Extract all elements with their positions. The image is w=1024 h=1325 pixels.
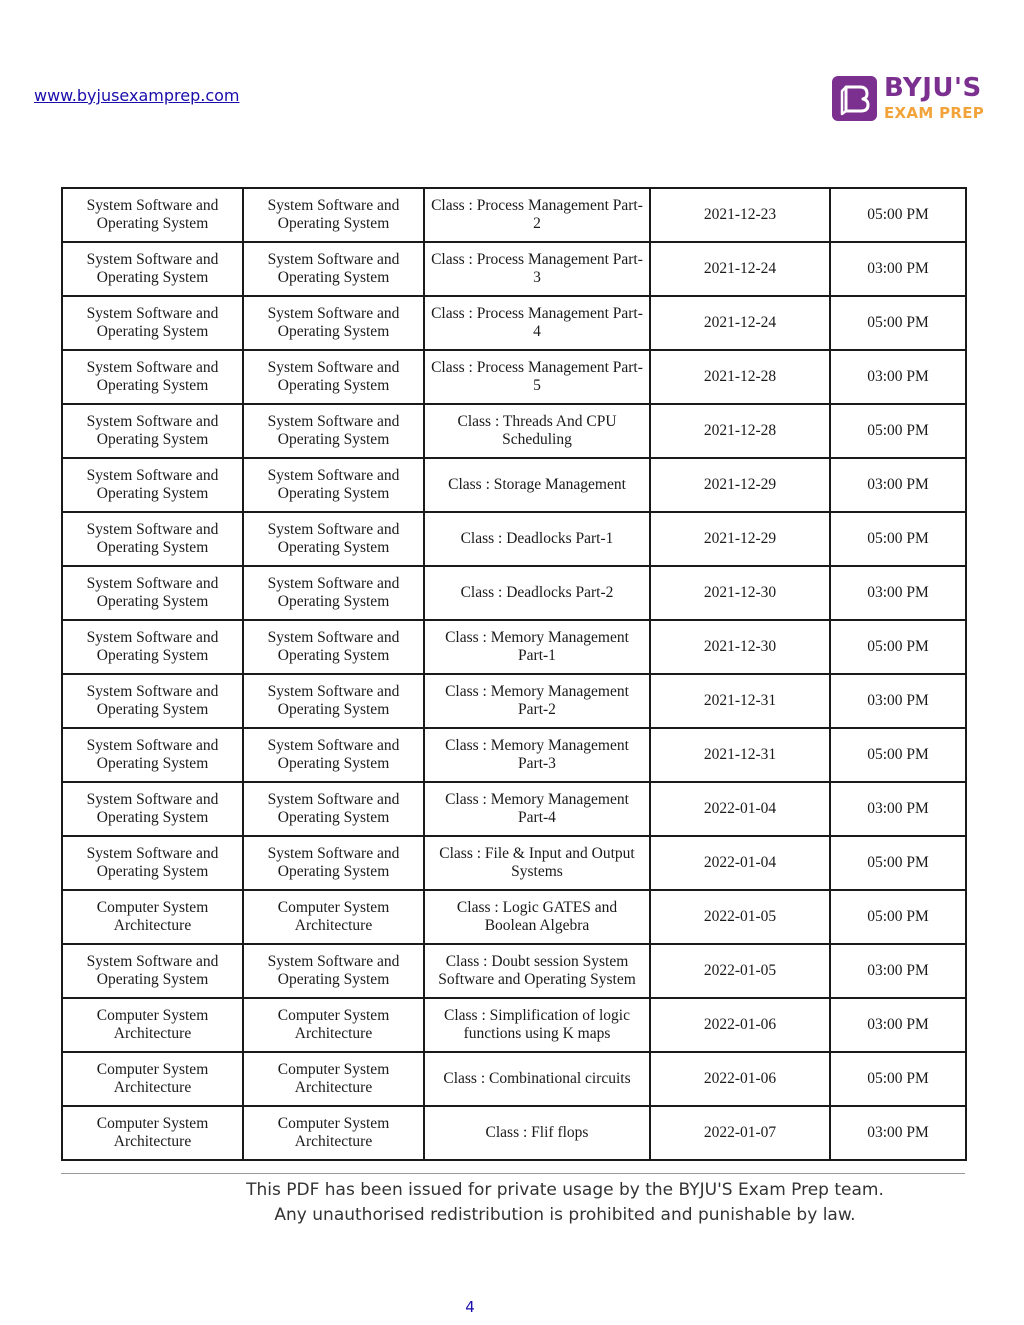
time-cell: 05:00 PM [830,1052,966,1106]
date-cell: 2022-01-06 [650,1052,830,1106]
class-title-cell: Class : Deadlocks Part-2 [424,566,650,620]
subject-cell: System Software and Operating System [62,404,243,458]
time-cell: 05:00 PM [830,296,966,350]
topic-cell: System Software and Operating System [243,944,424,998]
table-row [62,890,966,944]
table-row [62,836,966,890]
subject-cell: System Software and Operating System [62,782,243,836]
topic-cell: System Software and Operating System [243,566,424,620]
class-title-cell: Class : Logic GATES and Boolean Algebra [424,890,650,944]
class-title-cell: Class : Combinational circuits [424,1052,650,1106]
subject-cell: Computer System Architecture [62,1106,243,1160]
class-title-cell: Class : Memory Management Part-1 [424,620,650,674]
time-cell: 05:00 PM [830,890,966,944]
footer-notice-line-1: This PDF has been issued for private usage by the BYJU'S Exam Prep team. [246,1180,884,1200]
subject-cell: Computer System Architecture [62,1052,243,1106]
date-cell: 2021-12-29 [650,512,830,566]
topic-cell: System Software and Operating System [243,188,424,242]
table-row [62,1052,966,1106]
date-cell: 2021-12-30 [650,620,830,674]
date-cell: 2022-01-05 [650,890,830,944]
subject-cell: System Software and Operating System [62,188,243,242]
table-row [62,458,966,512]
time-cell: 05:00 PM [830,620,966,674]
topic-cell: System Software and Operating System [243,674,424,728]
class-title-cell: Class : Flif flops [424,1106,650,1160]
site-link[interactable]: www.byjusexamprep.com [34,86,240,105]
subject-cell: System Software and Operating System [62,566,243,620]
subject-cell: System Software and Operating System [62,674,243,728]
topic-cell: Computer System Architecture [243,998,424,1052]
class-title-cell: Class : Memory Management Part-4 [424,782,650,836]
date-cell: 2021-12-24 [650,242,830,296]
subject-cell: System Software and Operating System [62,242,243,296]
class-title-cell: Class : Process Management Part- 4 [424,296,650,350]
topic-cell: System Software and Operating System [243,728,424,782]
time-cell: 03:00 PM [830,1106,966,1160]
table-row [62,188,966,242]
subject-cell: System Software and Operating System [62,512,243,566]
time-cell: 05:00 PM [830,836,966,890]
class-title-cell: Class : Process Management Part-3 [424,242,650,296]
table-row [62,620,966,674]
time-cell: 03:00 PM [830,458,966,512]
subject-cell: System Software and Operating System [62,836,243,890]
byjus-exam-prep-logo [832,73,992,124]
topic-cell: System Software and Operating System [243,350,424,404]
time-cell: 05:00 PM [830,728,966,782]
class-title-cell: Class : File & Input and Output Systems [424,836,650,890]
class-title-cell: Class : Process Management Part- 5 [424,350,650,404]
time-cell: 03:00 PM [830,350,966,404]
time-cell: 05:00 PM [830,404,966,458]
page-number: 4 [465,1298,475,1316]
table-row [62,674,966,728]
table-row [62,944,966,998]
table-row [62,566,966,620]
topic-cell: System Software and Operating System [243,458,424,512]
date-cell: 2021-12-31 [650,674,830,728]
subject-cell: System Software and Operating System [62,296,243,350]
footer-divider [61,1173,965,1174]
date-cell: 2022-01-04 [650,782,830,836]
topic-cell: System Software and Operating System [243,620,424,674]
class-title-cell: Class : Process Management Part-2 [424,188,650,242]
topic-cell: System Software and Operating System [243,836,424,890]
table-row [62,404,966,458]
subject-cell: Computer System Architecture [62,890,243,944]
logo-text-exam-prep: EXAM PREP [884,104,985,122]
byjus-b-icon [832,76,877,121]
table-row [62,242,966,296]
table-row [62,296,966,350]
date-cell: 2021-12-28 [650,404,830,458]
topic-cell: System Software and Operating System [243,782,424,836]
time-cell: 03:00 PM [830,944,966,998]
topic-cell: System Software and Operating System [243,404,424,458]
topic-cell: Computer System Architecture [243,890,424,944]
subject-cell: System Software and Operating System [62,944,243,998]
topic-cell: System Software and Operating System [243,512,424,566]
date-cell: 2021-12-28 [650,350,830,404]
class-schedule-table [61,187,967,1161]
table-row [62,350,966,404]
subject-cell: System Software and Operating System [62,458,243,512]
time-cell: 03:00 PM [830,242,966,296]
subject-cell: System Software and Operating System [62,728,243,782]
table-row [62,728,966,782]
subject-cell: Computer System Architecture [62,998,243,1052]
table-row [62,512,966,566]
class-title-cell: Class : Memory Management Part-2 [424,674,650,728]
time-cell: 03:00 PM [830,674,966,728]
date-cell: 2021-12-23 [650,188,830,242]
subject-cell: System Software and Operating System [62,620,243,674]
date-cell: 2022-01-04 [650,836,830,890]
time-cell: 03:00 PM [830,566,966,620]
schedule-body [62,188,966,1160]
class-title-cell: Class : Threads And CPU Scheduling [424,404,650,458]
topic-cell: System Software and Operating System [243,242,424,296]
table-row [62,782,966,836]
class-title-cell: Class : Simplification of logic functions using K maps [424,998,650,1052]
footer-notice-line-2: Any unauthorised redistribution is prohibited and punishable by law. [274,1205,856,1225]
date-cell: 2022-01-06 [650,998,830,1052]
topic-cell: Computer System Architecture [243,1106,424,1160]
class-title-cell: Class : Storage Management [424,458,650,512]
date-cell: 2021-12-30 [650,566,830,620]
class-title-cell: Class : Deadlocks Part-1 [424,512,650,566]
table-row [62,998,966,1052]
date-cell: 2021-12-31 [650,728,830,782]
topic-cell: Computer System Architecture [243,1052,424,1106]
date-cell: 2021-12-24 [650,296,830,350]
table-row [62,1106,966,1160]
date-cell: 2021-12-29 [650,458,830,512]
logo-text-brand: BYJU'S [884,73,982,103]
class-title-cell: Class : Memory Management Part-3 [424,728,650,782]
topic-cell: System Software and Operating System [243,296,424,350]
date-cell: 2022-01-07 [650,1106,830,1160]
class-title-cell: Class : Doubt session System Software and Operating System [424,944,650,998]
time-cell: 05:00 PM [830,188,966,242]
time-cell: 03:00 PM [830,782,966,836]
date-cell: 2022-01-05 [650,944,830,998]
time-cell: 05:00 PM [830,512,966,566]
subject-cell: System Software and Operating System [62,350,243,404]
time-cell: 03:00 PM [830,998,966,1052]
